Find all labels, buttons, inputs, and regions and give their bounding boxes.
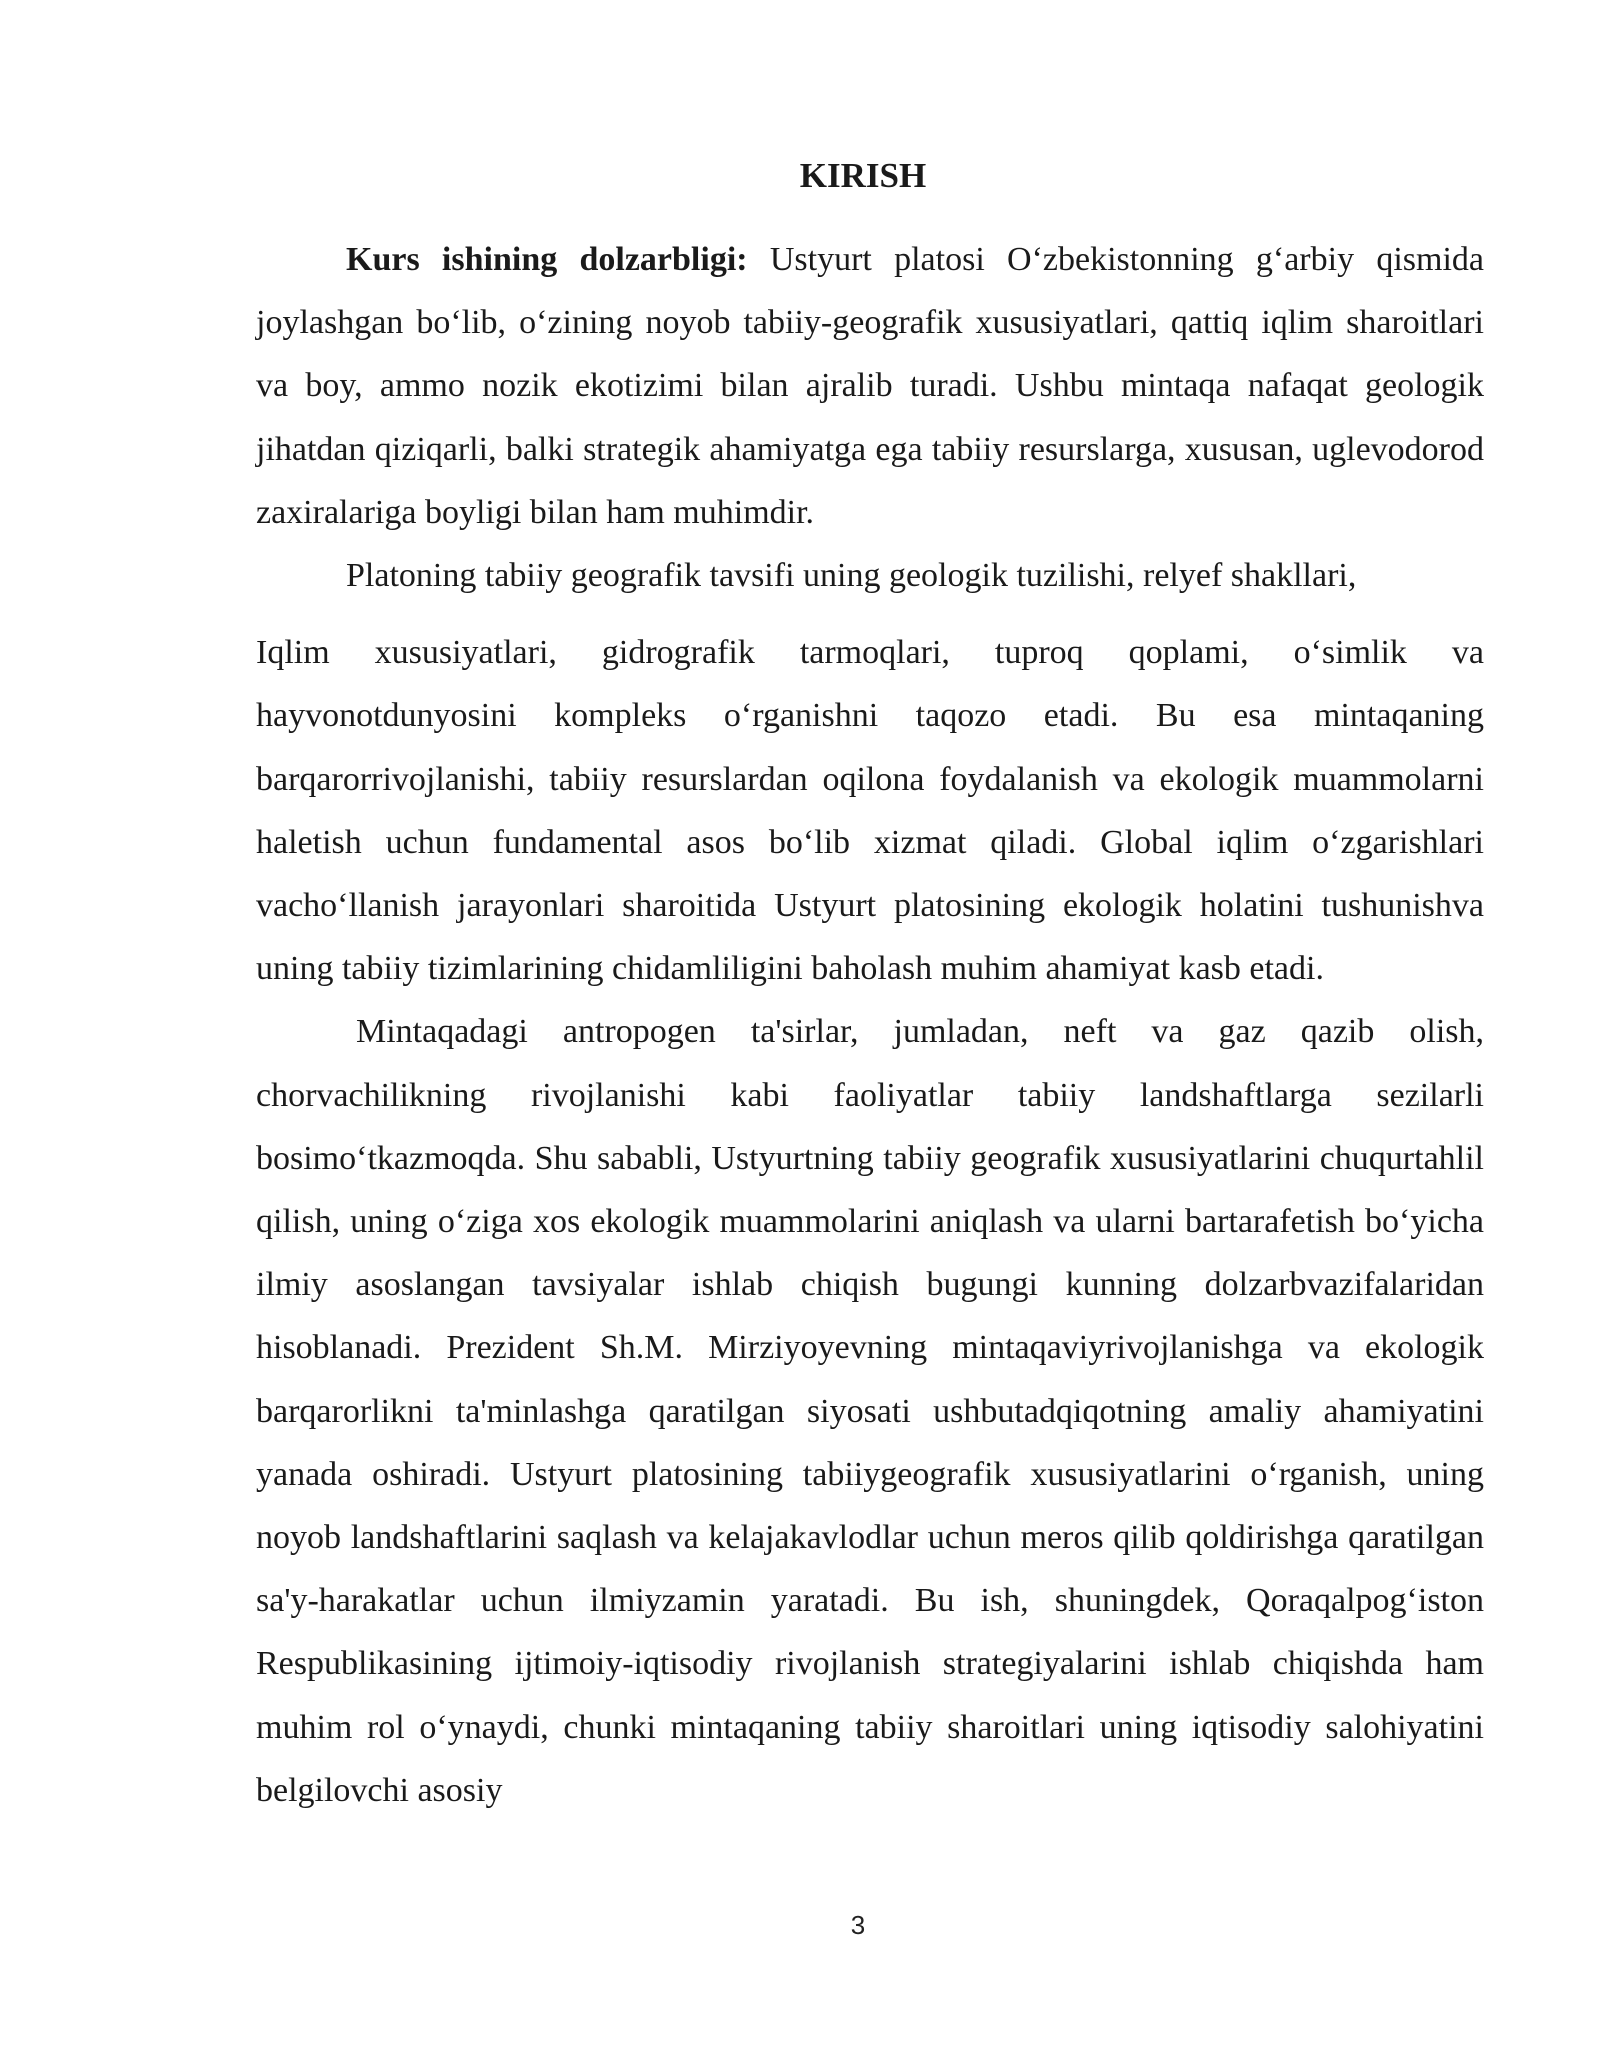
page-title: KIRISH xyxy=(799,156,927,195)
page-number: 3 xyxy=(850,1910,866,1940)
paragraph-text: Ustyurt platosi O‘zbekistonning g‘arbiy qismida joylashgan bo‘lib, o‘zining noyob tabiiy-geografik xususiyatlari, qattiq iqlim sharoitlari va boy, ammo nozik ekotizimi bilan ajralib turadi. Ushbu mintaqa nafaqat geologik jihatdan qiziqarli, balki strategik ahamiyatga ega tabiiy resurslarga, xususan, uglevodorod zaxiralariga boyligi bilan ham muhimdir. xyxy=(256,241,1484,531)
paragraph-anthropogenic: Mintaqadagi antropogen ta'sirlar, jumladan, neft va gaz qazib olish, chorvachilikning rivojlanishi kabi faoliyatlar tabiiy landshaftlarga sezilarli bosimo‘tkazmoqda. Shu sababli, Ustyurtning tabiiy geografik xususiyatlarini chuqurtahlil qilish, uning o‘ziga xos ekologik muammolarini aniqlash va ularni bartarafetish bo‘yicha ilmiy asoslangan tavsiyalar ishlab chiqish bugungi kunning dolzarbvazifalaridan hisoblanadi. Prezident Sh.M. Mirziyoyevning mintaqaviyrivojlanishga va ekologik barqarorlikni ta'minlashga qaratilgan siyosati ushbutadqiqotning amaliy ahamiyatini yanada oshiradi. Ustyurt platosining tabiiygeografik xususiyatlarini o‘rganish, uning noyob landshaftlarini saqlash va kelajakavlodlar uchun meros qilib qoldirishga qaratilgan sa'y-harakatlar uchun ilmiyzamin yaratadi. Bu ish, shuningdek, Qoraqalpog‘iston Respublikasining ijtimoiy-iqtisodiy rivojlanish strategiyalarini ishlab chiqishda ham muhim rol o‘ynaydi, chunki mintaqaning tabiiy sharoitlari uning iqtisodiy salohiyatini belgilovchi asosiy xyxy=(256,1013,1484,1809)
paragraph-climate: Iqlim xususiyatlari, gidrografik tarmoqlari, tuproq qoplami, o‘simlik va hayvonotdunyosini kompleks o‘rganishni taqozo etadi. Bu esa mintaqaning barqarorrivojlanishi, tabiiy resurslardan oqilona foydalanish va ekologik muammolarni haletish uchun fundamental asos bo‘lib xizmat qiladi. Global iqlim o‘zgarishlari vacho‘llanish jarayonlari sharoitida Ustyurt platosining ekologik holatini tushunishva uning tabiiy tizimlarining chidamliligini baholash muhim ahamiyat kasb etadi. xyxy=(256,634,1484,988)
document-body xyxy=(256,228,1484,1822)
paragraph-lead: Kurs ishining dolzarbligi: xyxy=(346,241,748,278)
paragraph-plateau-intro: Platoning tabiiy geografik tavsifi uning geologik tuzilishi, relyef shakllari, xyxy=(346,557,1357,595)
paragraph-relevance xyxy=(256,228,1484,544)
